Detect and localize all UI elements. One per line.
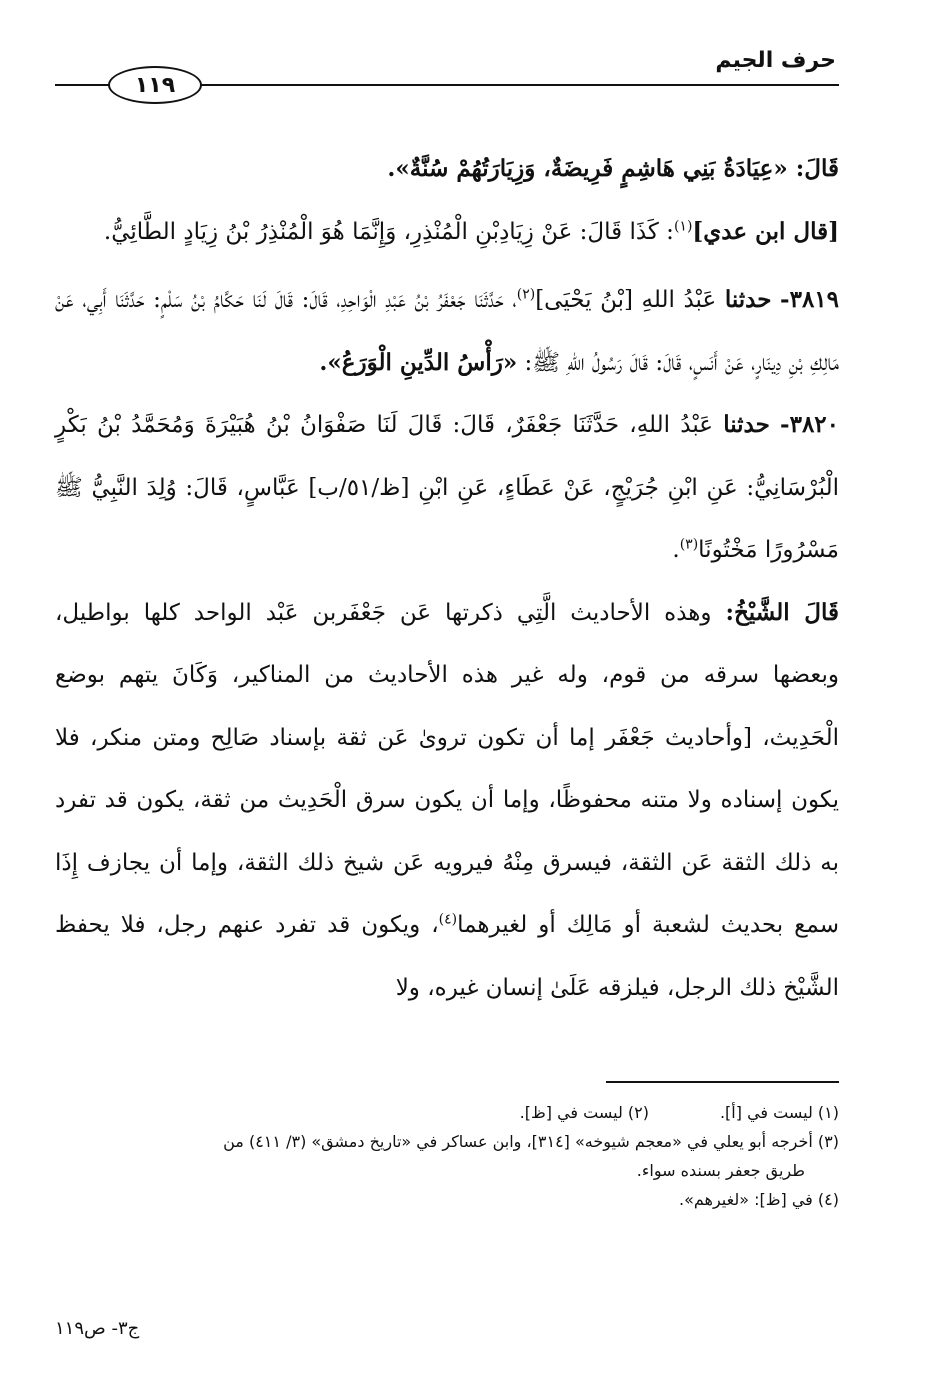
hadith-number: ٣٨٢٠- — [780, 411, 840, 438]
shaykh-text: وهذه الأحاديث الَّتِي ذكرتها عَن جَعْفَربن عَبْد الواحد كلها بواطيل، وبعضها سرقه من قوم، وله غير هذه الأحاديث من المناكير، وَكَانَ يتهم بوضع الْحَدِيث، [وأحاديث جَعْفَر إما أن تكون تروىٰ عَن ثقة بإسناد صَالِح ومتن منكر، فلا يكون إسناده ولا متنه محفوظًا، وإما أن يكون سرق الْحَدِيث من ثقة، يكون قد تفرد به ذلك الثقة عَن الثقة، فيسرق مِنْهُ فيرويه عَن شيخ ذلك الثقة، وإما أن يجازف إِذَا سمع بحديث لشعبة أو مَالِك أو لغيرهما — [55, 599, 839, 938]
footnote-2: (٢) ليست في [ظ]. — [519, 1103, 649, 1122]
footnote-ref-1: (١) — [673, 217, 693, 234]
footnote-3: (٣) أخرجه أبو يعلي في «معجم شيوخه» [٣١٤]، وابن عساكر في «تاريخ دمشق» (٣/ ٤١١) من — [223, 1132, 839, 1151]
hadith-number: ٣٨١٩- — [780, 286, 840, 313]
chapter-title: حرف الجيم — [715, 48, 836, 73]
shaykh-text: ، ويكون قد تفرد عنهم رجل، فلا يحفظ الشَّيْخ ذلك الرجل، فيلزقه عَلَىٰ إنسان غيره، ولا — [55, 912, 839, 1001]
hadith-text: عَبْدُ اللهِ [بْنُ يَحْيَى] — [535, 287, 717, 313]
footnote-ref-3: (٣) — [679, 536, 699, 553]
hadith-3820 — [55, 394, 839, 582]
footnote-4: (٤) في [ظ]: «لغيرهم». — [679, 1190, 839, 1209]
footnote-ref-4: (٤) — [438, 911, 458, 928]
page-number-badge — [108, 66, 202, 104]
footnotes — [55, 1098, 839, 1214]
volume-page-label: ج٣- ص١١٩ — [55, 1318, 140, 1339]
hadith-label: حدثنا — [723, 411, 770, 438]
quote-text: قَالَ: «عِيَادَةُ بَنِي هَاشِمٍ فَرِيضَةٌ، وَزِيَارَتُهُمْ سُنَّةٌ». — [387, 155, 839, 182]
footnote-1: (١) ليست في [أ]. — [719, 1103, 839, 1122]
hadith-text-end: . — [672, 537, 680, 563]
ibn-adi-label: [قال ابن عدي] — [692, 217, 839, 245]
page-number: ١١٩ — [134, 72, 176, 98]
hadith-text: ، حَدَّثَنَا جَعْفَرُ بْنُ عَبْدِ الْوَاحِدِ، قَالَ: قَالَ لَنَا حَكَّامُ بْنُ سَلْمٍ: حَدَّثَنَا أَبِي، عَنْ مَالِكِ بْنِ دِينَارٍ، عَنْ أَنَسٍ، قَالَ: قَالَ رَسُولُ اللهِ ﷺ: — [55, 287, 839, 376]
hadith-text: عَبْدُ اللهِ، حَدَّثَنَا جَعْفَرٌ، قَالَ: قَالَ لَنَا صَفْوَانُ بْنُ هُبَيْرَةَ وَمُحَمَّدُ بْنُ بَكْرٍ الْبُرْسَانِيُّ: عَنِ ابْنِ جُرَيْجٍ، عَنْ عَطَاءٍ، عَنِ ابْنِ [ظ/٥١/ب] عَبَّاسٍ، قَالَ: وُلِدَ النَّبِيُّ ﷺ مَسْرُورًا مَخْتُونًا — [55, 412, 839, 563]
footnote-3-continuation: طريق جعفر بسنده سواء. — [636, 1161, 805, 1180]
hadith-label: حدثنا — [724, 286, 772, 313]
paragraph-quote — [55, 138, 839, 201]
footnote-ref-2: (٢) — [516, 286, 536, 303]
ibn-adi-text: : كَذَا قَالَ: عَنْ زِيَادِبْنِ الْمُنْذِرِ، وَإِنَّمَا هُوَ الْمُنْذِرُ بْنُ زِيَادٍ الطَّائِيُّ. — [103, 218, 674, 245]
paragraph-ibn-adi — [55, 201, 839, 264]
footnote-row — [55, 1098, 839, 1127]
shaykh-label: قَالَ الشَّيْخُ: — [725, 598, 839, 626]
footnote-rule — [606, 1081, 839, 1083]
hadith-3819 — [55, 269, 839, 394]
main-text — [55, 138, 839, 1019]
paragraph-shaykh — [55, 582, 839, 1020]
hadith-quote: «رَأْسُ الدِّينِ الْوَرَعُ». — [319, 348, 518, 376]
